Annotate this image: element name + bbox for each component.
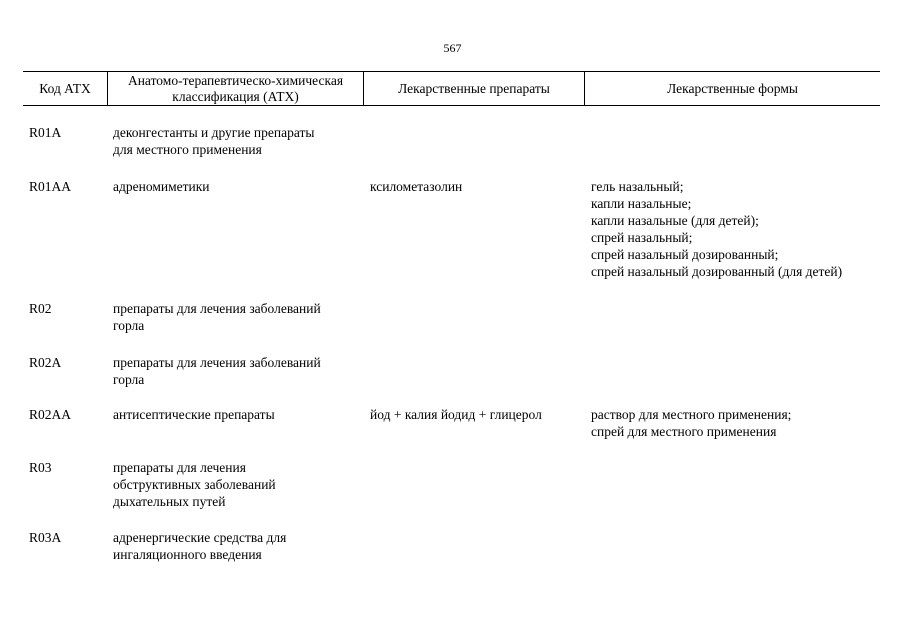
table-row [23, 406, 880, 459]
table-body [23, 106, 880, 569]
cell-atc: препараты для лечения обструктивных заболеваний дыхательных путей [113, 460, 276, 509]
table-row [23, 124, 880, 178]
cell-atc: препараты для лечения заболеваний горла [113, 355, 321, 387]
cell-code: R03A [29, 530, 62, 545]
cell-atc: препараты для лечения заболеваний горла [113, 301, 321, 333]
cell-drug: йод + калия йодид + глицерол [370, 407, 542, 422]
header-drugs: Лекарственные препараты [363, 72, 584, 105]
atc-table [23, 71, 880, 569]
cell-code: R02A [29, 355, 62, 370]
cell-code: R02AA [29, 407, 72, 422]
table-row [23, 178, 880, 300]
table-row [23, 300, 880, 354]
page-number: 567 [443, 41, 462, 55]
header-code: Код АТХ [39, 80, 91, 96]
cell-code: R02 [29, 301, 52, 316]
table-row [23, 354, 880, 406]
header-atc-classification: Анатомо-терапевтическо-химическая классификация (АТХ) [107, 72, 363, 105]
header-dosage-forms: Лекарственные формы [584, 72, 880, 105]
cell-code: R01A [29, 125, 62, 140]
table-header [23, 71, 880, 106]
table-row [23, 529, 880, 569]
cell-code: R01AA [29, 179, 72, 194]
cell-code: R03 [29, 460, 52, 475]
cell-form: гель назальный; капли назальные; капли назальные (для детей); спрей назальный; спрей назальный дозированный; спрей назальный дозированный (для детей) [591, 179, 843, 279]
cell-atc: адреномиметики [113, 179, 210, 194]
cell-form: раствор для местного применения; спрей для местного применения [591, 407, 792, 439]
cell-drug: ксилометазолин [370, 179, 463, 194]
cell-atc: деконгестанты и другие препараты для местного применения [113, 125, 315, 157]
table-row [23, 459, 880, 529]
cell-atc: антисептические препараты [113, 407, 275, 422]
cell-atc: адренергические средства для ингаляционного введения [113, 530, 287, 562]
